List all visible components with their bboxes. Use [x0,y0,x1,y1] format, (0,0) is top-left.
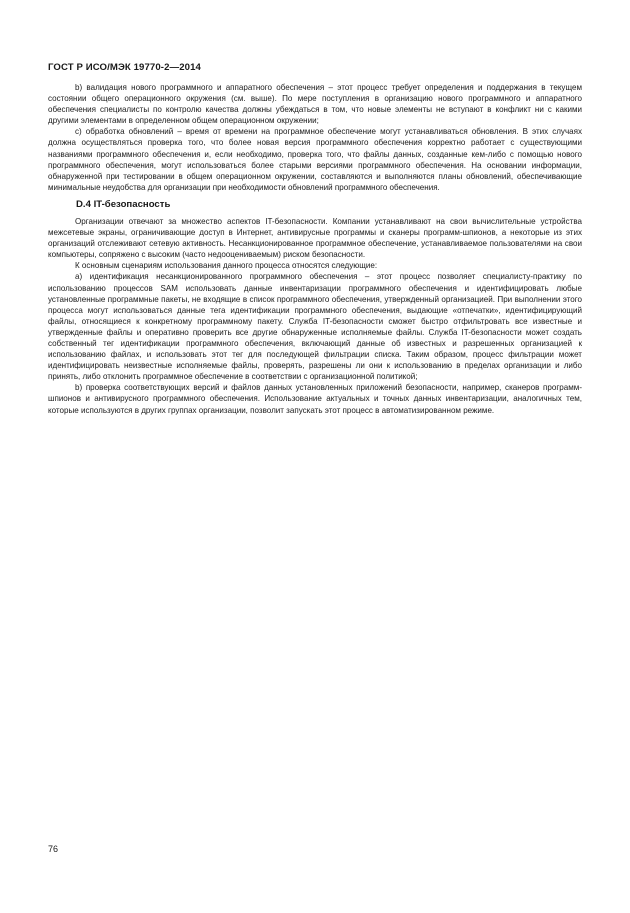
section-heading: D.4 IT-безопасность [76,198,171,210]
paragraph-item-b-verification: b) проверка соответствующих версий и файлов данных установленных приложений безопасности, например, сканеров программ-шпионов и антивирусного программного обеспечения. Использование актуальных и точных данных инвентаризации, аналогичных тем, которые используются в других группах организации, позволит запускать этот процесс в автоматизированном режиме. [48,383,582,415]
standard-title: ГОСТ Р ИСО/МЭК 19770-2—2014 [48,62,201,73]
paragraph-item-a-identification: а) идентификация несанкционированного программного обеспечения – этот процесс позволяет специалисту-практику по использованию процессов SAM использовать данные инвентаризации программного обеспечения и идентифицировать любые установленные программные пакеты, не входящие в список программного обеспечения, утвержденный организацией. При выполнении этого процесса могут использоваться данные тега идентификации программного обеспечения, выдающие «отпечатки», идентифицирующий файлы, относящиеся к конкретному программному пакету. Служба IT-безопасности сможет быстро отфильтровать все известные и утвержденные файлы и оперативно проверить все другие обнаруженные исполняемые файлы. Служба IT-безопасности может создать собственный тег идентификации программного обеспечения, включающий данные об известных и разрешенных организацией к использованию файлах, и использовать этот тег для последующей фильтрации списка. Таким образом, процесс фильтрации может идентифицировать неизвестные исполняемые файлы, проверять, разрешены ли они к использованию в пределах организации и либо принять, либо отклонить программное обеспечение в соответствии с организационной политикой; [48,272,582,382]
paragraph-item-b-validation: b) валидация нового программного и аппаратного обеспечения – этот процесс требует определения и поддержания в текущем состоянии общего операционного окружения (см. выше). По мере поступления в организацию нового программного и аппаратного обеспечения специалисты по контролю качества должны убеждаться в том, что новые элементы не вступают в конфликт ни с какими другими элементами в определенном общем операционном окружении; [48,83,582,126]
page-body [48,82,582,416]
paragraph-intro: Организации отвечают за множество аспектов IT-безопасности. Компании устанавливают на свои вычислительные устройства межсетевые экраны, ограничивающие доступ в Интернет, антивирусные программы и сканеры программ-шпионов, а некоторые из этих организаций отслеживают сетевую активность. Несанкционированное программное обеспечение, устанавливаемое пользователями на свои компьютеры, сопряжено с высоким (часто недооцениваемым) риском безопасности. [48,216,582,260]
paragraph-scenarios-lead: К основным сценариям использования данного процесса относятся следующие: [75,261,378,271]
page-number: 76 [48,844,59,854]
paragraph-item-c-updates: c) обработка обновлений – время от времени на программное обеспечение могут устанавливаться обновления. В этих случаях должна осуществляться проверка того, что более новая версия программного обеспечения корректно работает с существующими названиями программного обеспечения и, если необходимо, проверка того, что файлы данных, созданные кем-либо с помощью нового программного обеспечения, могут использоваться более старыми версиями программного обеспечения. На основании информации, обнаруженной при тестировании в общем операционном окружении, составляются и выполняются планы обновлений, обеспечивающие минимальные неудобства для организации при необходимости обновлений программного обеспечения. [48,127,582,192]
